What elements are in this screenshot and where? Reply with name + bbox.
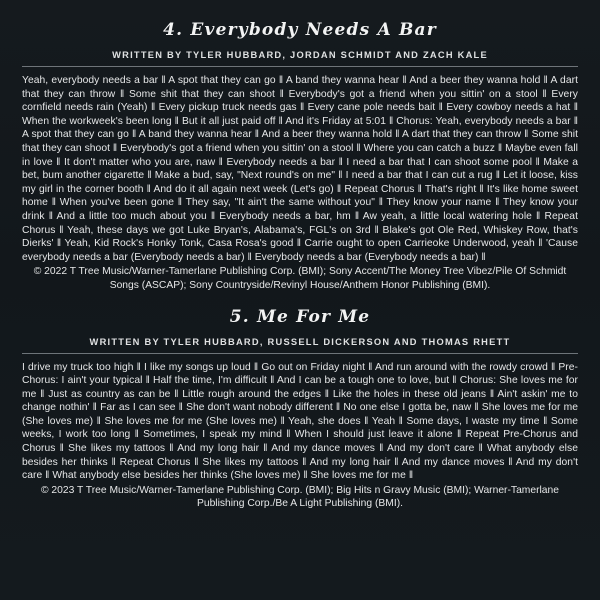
song-lyrics-5: I drive my truck too high ‖ I like my songs up loud ‖ Go out on Friday night ‖ And run around with the rowdy crowd ‖ Pre-Chorus: I ain't your typical ‖ Half the time, I'm difficult ‖ And I can be a tough one to love, but ‖ Chorus: She loves me for me ‖ Just as country as can be ‖ Little rough around the edges ‖ Like the holes in these old jeans ‖ Ain't askin' me to change nothin' ‖ Far as I can see ‖ She don't want nobody different ‖ No one else I gotta be, naw ‖ She loves me for me (She loves me) ‖ She loves me for me (She loves me) ‖ Yeah, she does ‖ Yeah ‖ Some days, I waste my time ‖ Some weeks, I work too long ‖ Sometimes, I speak my mind ‖ When I should just leave it alone ‖ Repeat Pre-Chorus and Chorus ‖ She likes my tattoos ‖ And my long hair ‖ And my dance moves ‖ And my don't care ‖ What anybody else besides her thinks ‖ Repeat Chorus ‖ She likes my tattoos ‖ And my long hair ‖ And my dance moves ‖ And my don't care ‖ What anybody else besides her thinks (She loves me) ‖ She loves me for me ‖ — [22, 361, 578, 482]
song-title-4: 4. Everybody Needs A Bar — [163, 20, 437, 40]
song-writers-5: WRITTEN BY TYLER HUBBARD, RUSSELL DICKERSON AND THOMAS RHETT — [89, 336, 511, 347]
song-lyrics-4: Yeah, everybody needs a bar ‖ A spot that they can go ‖ A band they wanna hear ‖ And a beer they wanna hold ‖ A dart that they can throw ‖ Some shit that they can shoot ‖ Everybody's got a friend when you sittin' on a stool ‖ Every cornfield needs rain (Yeah) ‖ Every pickup truck needs gas ‖ Every cane pole needs bait ‖ Every cowboy needs a hat ‖ When the workweek's been long ‖ But it all just paid off ‖ And it's Friday at 5:01 ‖ Chorus: Yeah, everybody needs a bar ‖ A spot that they can go ‖ A band they wanna hear ‖ And a beer they wanna hold ‖ A dart that they can throw ‖ Some shit that they can shoot ‖ Everybody's got a friend when you sittin' on a stool ‖ Where you can catch a buzz ‖ Maybe even fall in love ‖ It don't matter who you are, naw ‖ Everybody needs a bar ‖ I need a bar that I can shoot some pool ‖ Make a bet, bum another cigarette ‖ Make a bud, say, "Next round's on me" ‖ I need a bar that I can cut a rug ‖ Let it loose, kiss my girl in the corner booth ‖ And do it all again next week (Let's go) ‖ Repeat Chorus ‖ That's right ‖ It's like home sweet home ‖ When you've been gone ‖ They say, "It ain't the same without you" ‖ They know your name ‖ They know your drink ‖ And a little too much about you ‖ Everybody needs a bar, hm ‖ Aw yeah, a little local watering hole ‖ Repeat Chorus ‖ Yeah, these days we got Luke Bryan's, Alabama's, FGL's on 3rd ‖ Blake's got Ole Red, Whiskey Row, that's Dierks' ‖ Yeah, Kid Rock's Honky Tonk, Casa Rosa's good ‖ Carrie ought to open Carrieoke Underwood, yeah ‖ 'Cause everybody needs a bar (Everybody needs a bar) ‖ Everybody needs a bar (Everybody needs a bar) ‖ — [22, 75, 578, 263]
song-title-5: 5. Me For Me — [229, 306, 371, 327]
song-credits-4: © 2022 T Tree Music/Warner-Tamerlane Publishing Corp. (BMI); Sony Accent/The Money Tree Vibez/Pile Of Schmidt Songs (ASCAP); Sony Countryside/Revinyl House/Anthem Honor Publishing (BMI). — [33, 266, 567, 291]
song-writers-4: WRITTEN BY TYLER HUBBARD, JORDAN SCHMIDT AND ZACH KALE — [112, 50, 488, 60]
song-entry-5 — [22, 307, 578, 512]
song-credits-5: © 2023 T Tree Music/Warner-Tamerlane Publishing Corp. (BMI); Big Hits n Gravy Music (BMI); Warner-Tamerlane Publishing Corp./Be A Light Publishing (BMI). — [40, 484, 559, 510]
divider-4 — [22, 66, 578, 67]
song-entry-4 — [22, 20, 578, 293]
divider-5 — [22, 353, 578, 354]
